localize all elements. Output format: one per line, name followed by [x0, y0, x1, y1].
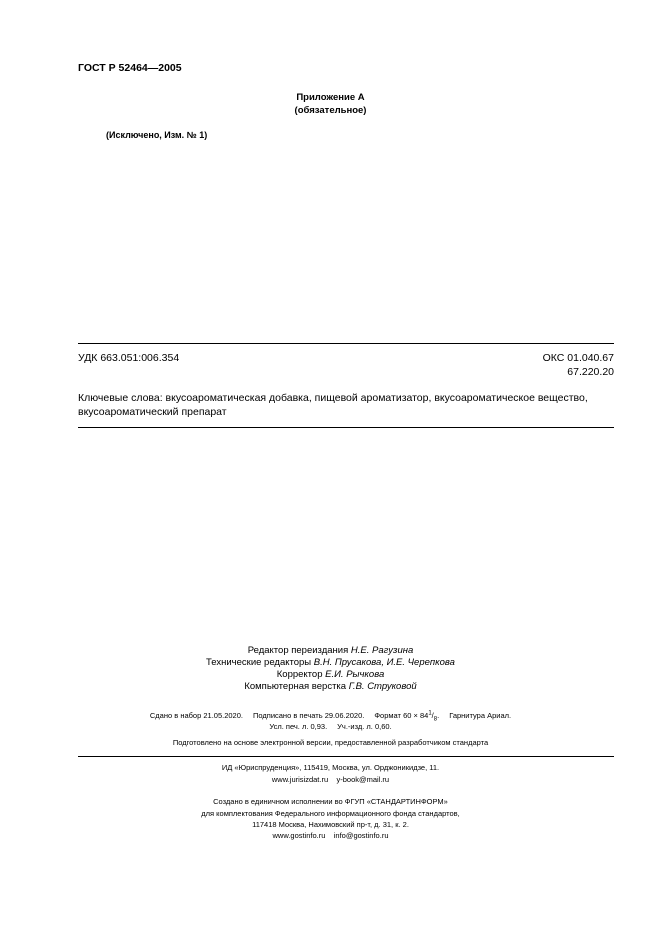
proofreader-name: Е.И. Рычкова	[325, 669, 385, 680]
tech-editor-names: В.Н. Прусакова, И.Е. Черепкова	[313, 657, 455, 668]
annex-status: (обязательное)	[294, 105, 367, 116]
typeface: Гарнитура Ариал.	[449, 710, 512, 720]
print-info-line-1	[0, 710, 661, 722]
udk-code: УДК 663.051:006.354	[78, 352, 180, 364]
paper-format: Формат $60 \times 84^1/_8$.	[374, 710, 440, 722]
prepared-note: Подготовлено на основе электронной версии, предоставленной разработчиком стандарта	[172, 738, 489, 747]
credit-tech-editors: Технические редакторы В.Н. Прусакова, И.Е. Черепкова	[206, 657, 455, 668]
keywords-divider	[78, 427, 614, 428]
publishing-sheets: Уч.-изд. л. 0,60.	[337, 722, 392, 731]
keywords: Ключевые слова: вкусоароматическая добавка, пищевой ароматизатор, вкусоароматическое вещество, вкусоароматический препарат	[78, 392, 588, 418]
credit-layout: Компьютерная верстка Г.В. Струковой	[244, 681, 417, 692]
oks-code-1: ОКС 01.040.67	[542, 352, 614, 364]
producer-line-2: для комплектования Федерального информационного фонда стандартов,	[201, 809, 460, 818]
standard-number: ГОСТ Р 52464—2005	[78, 62, 182, 74]
top-divider	[78, 343, 614, 344]
producer-address: 117418 Москва, Нахимовский пр-т, д. 31, к. 2.	[252, 820, 409, 829]
publisher-address: ИД «Юриспруденция», 115419, Москва, ул. Орджоникидзе, 11.	[221, 763, 440, 772]
publisher-contacts: www.jurisizdat.ru y-book@mail.ru	[271, 775, 390, 784]
print-info-line-2	[0, 722, 661, 731]
print-sheets: Усл. печ. л. 0,93.	[269, 722, 328, 731]
excluded-note: (Исключено, Изм. № 1)	[106, 130, 208, 140]
footer-divider	[78, 756, 614, 757]
layout-name: Г.В. Струковой	[348, 681, 417, 692]
submitted-date: Сдано в набор 21.05.2020.	[149, 710, 243, 720]
annex-title: Приложение А	[296, 92, 365, 103]
credit-proofreader: Корректор Е.И. Рычкова	[276, 669, 385, 680]
producer-line-1: Создано в единичном исполнении во ФГУП «СТАНДАРТИНФОРМ»	[213, 797, 448, 806]
producer-contacts: www.gostinfo.ru info@gostinfo.ru	[272, 831, 389, 840]
credit-editor: Редактор переиздания Н.Е. Рагузина	[247, 645, 414, 656]
editor-name: Н.Е. Рагузина	[350, 645, 414, 656]
signed-date: Подписано в печать 29.06.2020.	[252, 710, 365, 720]
oks-code-2: 67.220.20	[567, 366, 614, 378]
